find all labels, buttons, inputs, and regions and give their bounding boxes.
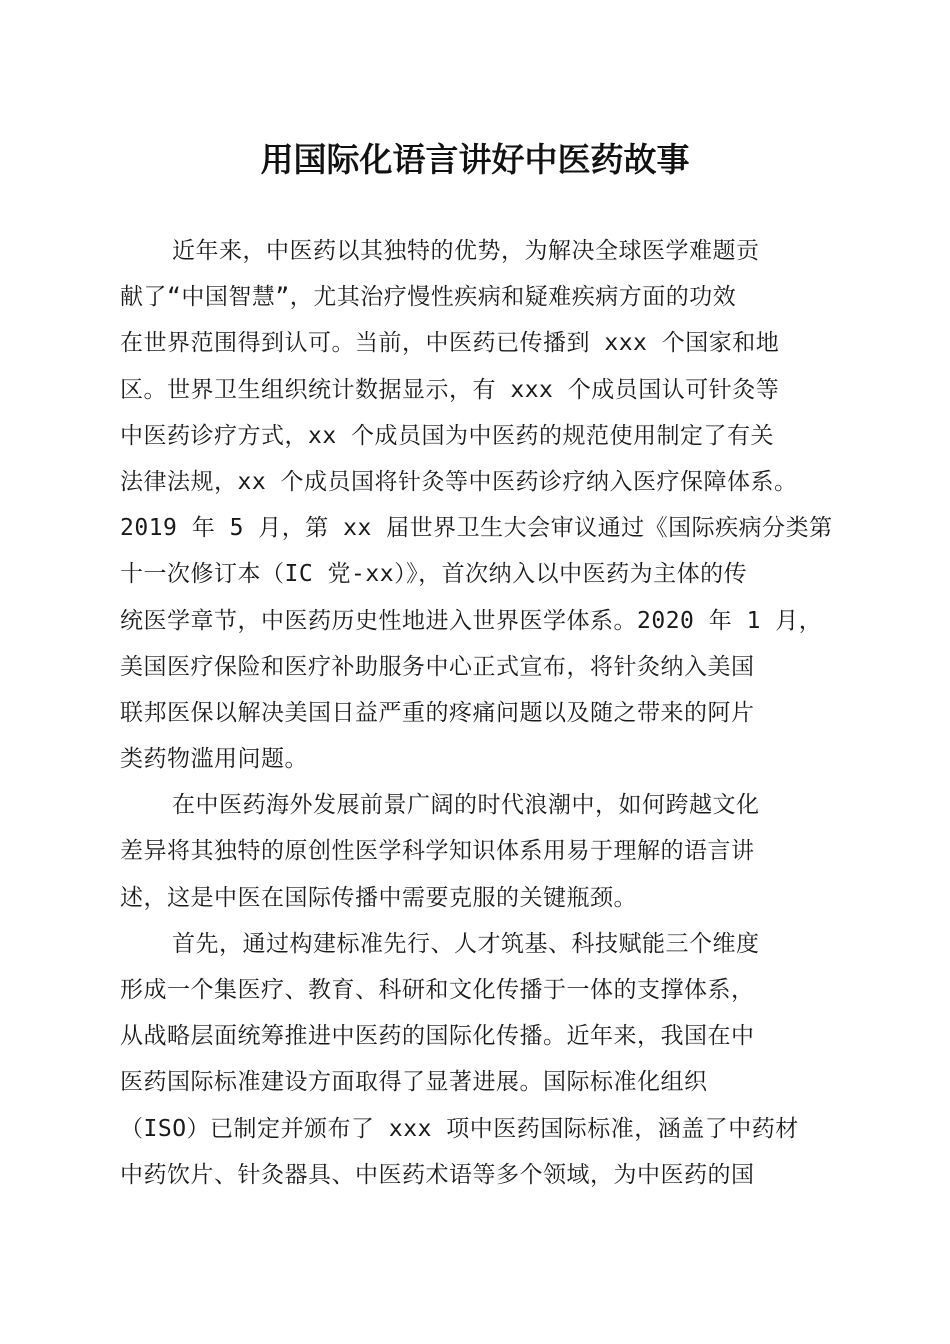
paragraph-line: （ISO）已制定并颁布了 xxx 项中医药国际标准，涵盖了中药材	[120, 1115, 799, 1142]
paragraph-line: 差异将其独特的原创性医学科学知识体系用易于理解的语言讲	[120, 838, 755, 865]
document-title: 用国际化语言讲好中医药故事	[260, 140, 690, 179]
paragraph-line: 述，这是中医在国际传播中需要克服的关键瓶颈。	[120, 884, 637, 911]
paragraph-line: 在中医药海外发展前景广阔的时代浪潮中，如何跨越文化	[172, 792, 760, 819]
paragraph-line: 近年来，中医药以其独特的优势，为解决全球医学难题贡	[172, 238, 760, 264]
paragraph-line: 中医药诊疗方式，xx 个成员国为中医药的规范使用制定了有关	[120, 422, 775, 449]
paragraph-line: 中药饮片、针灸器具、中医药术语等多个领域，为中医药的国	[120, 1161, 755, 1188]
paragraph-line: 形成一个集医疗、教育、科研和文化传播于一体的支撑体系，	[120, 977, 755, 1003]
paragraph-line: 在世界范围得到认可。当前，中医药已传播到 xxx 个国家和地	[120, 330, 780, 357]
document-body	[120, 228, 833, 1198]
paragraph-line: 从战略层面统筹推进中医药的国际化传播。近年来，我国在中	[120, 1023, 755, 1050]
paragraph-line: 类药物滥用问题。	[120, 746, 308, 773]
paragraph-line: 2019 年 5 月，第 xx 届世界卫生大会审议通过《国际疾病分类第	[120, 515, 833, 542]
paragraph-line: 献了“中国智慧”，尤其治疗慢性疾病和疑难疾病方面的功效	[120, 284, 737, 311]
paragraph-line: 美国医疗保险和医疗补助服务中心正式宣布，将针灸纳入美国	[120, 653, 755, 680]
paragraph-line: 法律法规，xx 个成员国将针灸等中医药诊疗纳入医疗保障体系。	[120, 468, 798, 495]
paragraph-line: 首先，通过构建标准先行、人才筑基、科技赋能三个维度	[172, 930, 760, 957]
paragraph-line: 区。世界卫生组织统计数据显示，有 xxx 个成员国认可针灸等	[120, 376, 780, 403]
paragraph-line: 医药国际标准建设方面取得了显著进展。国际标准化组织	[120, 1069, 708, 1096]
paragraph-line: 十一次修订本（IC 党-xx）》，首次纳入以中医药为主体的传	[120, 561, 748, 588]
paragraph-line: 统医学章节，中医药历史性地进入世界医学体系。2020 年 1 月，	[120, 607, 823, 634]
paragraph-line: 联邦医保以解决美国日益严重的疼痛问题以及随之带来的阿片	[120, 699, 755, 726]
